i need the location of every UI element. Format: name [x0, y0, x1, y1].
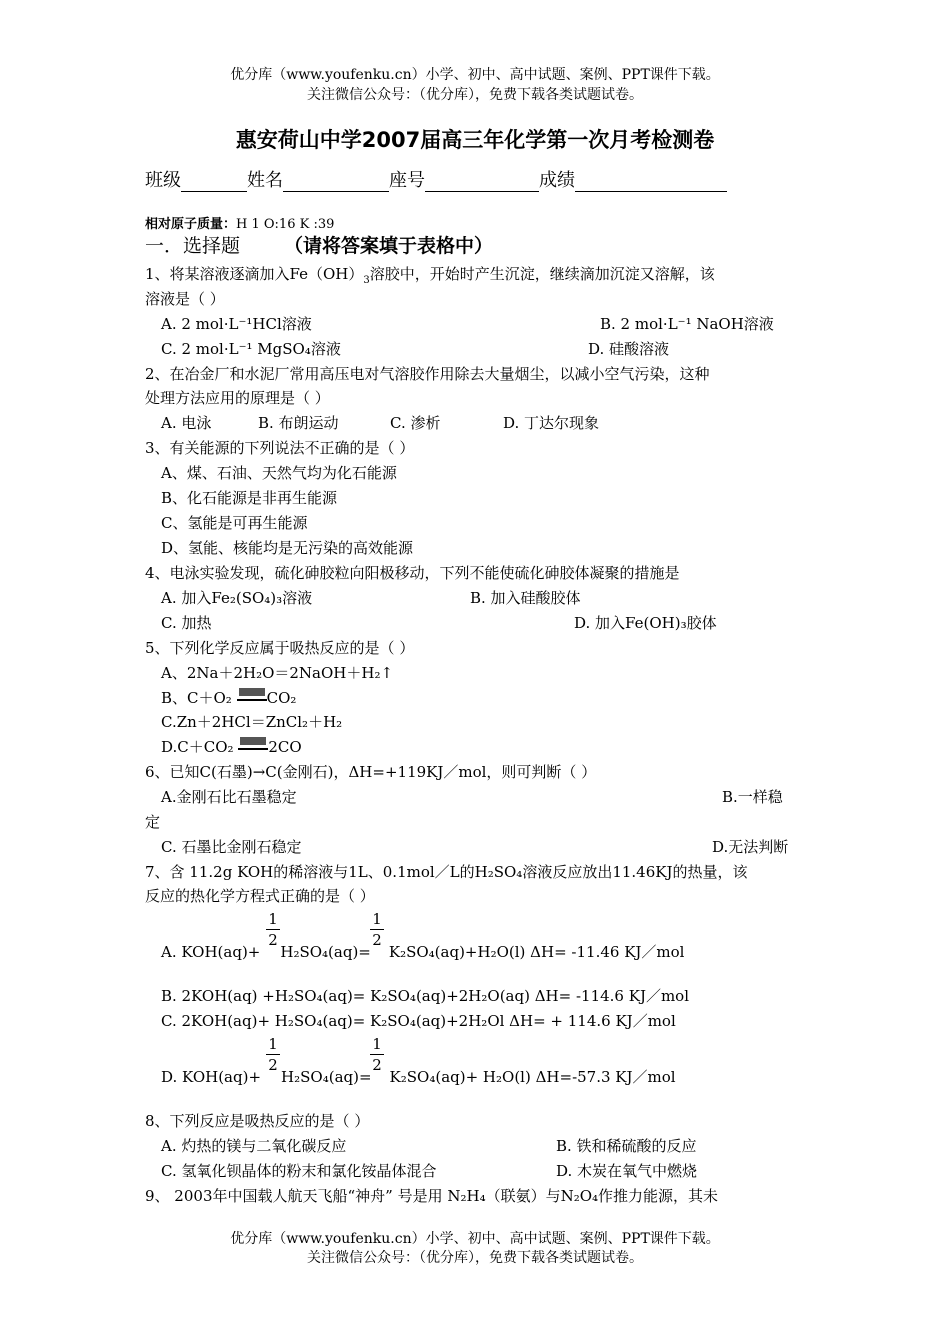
q7-d-mid: H₂SO₄(aq)= [281, 1068, 372, 1086]
q6-option-c: C. 石墨比金刚石稳定 [161, 838, 302, 856]
q2-stem-line-1: 2、在冶金厂和水泥厂常用高压电对气溶胶作用除去大量烟尘，以减小空气污染，这种 [145, 365, 710, 383]
class-blank[interactable] [181, 173, 247, 192]
q7-option-b: B. 2KOH(aq) +H₂SO₄(aq)= K₂SO₄(aq)+2H₂O(aq) ΔH= -114.6 KJ／mol [161, 987, 690, 1005]
name-blank[interactable] [283, 173, 389, 192]
q1-stem-sub: 3 [363, 275, 370, 286]
q7-option-a [161, 941, 684, 963]
q6-option-d: D.无法判断 [712, 838, 789, 856]
student-info-line [145, 170, 727, 192]
q2-option-c: C. 渗析 [390, 414, 441, 432]
q8-option-a: A. 灼热的镁与二氧化碳反应 [161, 1137, 347, 1155]
q1-option-b: B. 2 mol·L⁻¹ NaOH溶液 [600, 315, 774, 333]
q1-option-d: D. 硅酸溶液 [588, 340, 670, 358]
q5-b-left: B、C＋O₂ [161, 689, 232, 707]
class-label: 班级 [145, 170, 181, 191]
q2-stem-line-2: 处理方法应用的原理是（ ） [145, 389, 330, 407]
header-line-2: 关注微信公众号：（优分库），免费下载各类试题试卷。 [307, 87, 643, 103]
q2-option-a: A. 电泳 [161, 414, 212, 432]
footer-line-2: 关注微信公众号：（优分库），免费下载各类试题试卷。 [307, 1250, 643, 1266]
q4-option-b: B. 加入硅酸胶体 [470, 589, 581, 607]
q5-option-d [161, 736, 302, 758]
q7-a-post: K₂SO₄(aq)+H₂O(l) ΔH= -11.46 KJ／mol [388, 943, 685, 961]
fraction-numerator: 1 [268, 910, 278, 928]
q3-option-a: A、煤、石油、天然气均为化石能源 [161, 464, 397, 482]
q4-option-d: D. 加入Fe(OH)₃胶体 [574, 614, 717, 632]
atomic-mass-line [145, 214, 334, 236]
q6-option-a: A.金刚石比石墨稳定 [161, 788, 297, 806]
q3-option-c: C、氢能是可再生能源 [161, 514, 308, 532]
q1-stem-line-1 [145, 263, 715, 292]
q6-option-b: B.一样稳 [722, 788, 783, 806]
q5-option-b [161, 687, 296, 709]
q7-a-mid: H₂SO₄(aq)= [280, 943, 371, 961]
fraction-numerator: 1 [372, 1035, 382, 1053]
fraction-numerator: 1 [372, 910, 382, 928]
fraction-denominator: 2 [268, 1056, 278, 1074]
fraction-numerator: 1 [268, 1035, 278, 1053]
q5-b-right: CO₂ [266, 689, 297, 707]
q4-stem: 4、电泳实验发现，硫化砷胶粒向阳极移动，下列不能使硫化砷胶体凝聚的措施是 [145, 564, 680, 582]
section-label: 一．选择题 [145, 235, 241, 257]
q6-stem: 6、已知C(石墨)→C(金刚石)，ΔH=+119KJ／mol，则可判断（ ） [145, 763, 597, 781]
q7-stem-line-1: 7、含 11.2g KOH的稀溶液与1L、0.1mol／L的H₂SO₄溶液反应放出11.46KJ的热量，该 [145, 863, 748, 881]
q3-stem: 3、有关能源的下列说法不正确的是（ ） [145, 439, 415, 457]
q8-option-d: D. 木炭在氧气中燃烧 [556, 1162, 698, 1180]
score-blank[interactable] [575, 173, 727, 192]
q3-option-d: D、氢能、核能均是无污染的高效能源 [161, 539, 414, 557]
score-label: 成绩 [539, 170, 575, 191]
section-heading [145, 235, 493, 257]
fraction-denominator: 2 [372, 1056, 382, 1074]
seat-label: 座号 [389, 170, 425, 191]
q1-stem-a: 1、将某溶液逐滴加入Fe（OH） [145, 265, 364, 283]
high-temperature-arrow-icon [238, 743, 268, 753]
q5-stem: 5、下列化学反应属于吸热反应的是（ ） [145, 639, 415, 657]
q1-option-a: A. 2 mol·L⁻¹HCl溶液 [161, 315, 312, 333]
header-line-1: 优分库（www.youfenku.cn）小学、初中、高中试题、案例、PPT课件下载。 [230, 67, 720, 83]
page-title: 惠安荷山中学2007届高三年化学第一次月考检测卷 [235, 128, 715, 152]
q5-option-c: C.Zn＋2HCl＝ZnCl₂＋H₂ [161, 713, 343, 731]
name-label: 姓名 [247, 170, 283, 191]
ignition-arrow-icon [237, 694, 267, 704]
q1-stem-b: 溶胶中，开始时产生沉淀，继续滴加沉淀又溶解，该 [369, 265, 715, 283]
q2-option-b: B. 布朗运动 [258, 414, 339, 432]
q1-option-c: C. 2 mol·L⁻¹ MgSO₄溶液 [161, 340, 341, 358]
fraction-denominator: 2 [372, 931, 382, 949]
atomic-mass-label: 相对原子质量： [145, 217, 237, 232]
fraction-denominator: 2 [268, 931, 278, 949]
q8-option-c: C. 氢氧化钡晶体的粉末和氯化铵晶体混合 [161, 1162, 437, 1180]
q8-option-b: B. 铁和稀硫酸的反应 [556, 1137, 697, 1155]
q7-d-post: K₂SO₄(aq)+ H₂O(l) ΔH=-57.3 KJ／mol [389, 1068, 676, 1086]
q7-option-d [161, 1066, 676, 1088]
footer-line-1: 优分库（www.youfenku.cn）小学、初中、高中试题、案例、PPT课件下载。 [230, 1231, 720, 1247]
q5-option-a: A、2Na＋2H₂O＝2NaOH＋H₂↑ [161, 664, 394, 682]
q5-d-left: D.C＋CO₂ [161, 738, 234, 756]
q7-d-pre: D. KOH(aq)+ [161, 1068, 262, 1086]
q6-option-b-wrap: 定 [145, 813, 161, 831]
q7-option-c: C. 2KOH(aq)+ H₂SO₄(aq)= K₂SO₄(aq)+2H₂Ol ΔH= + 114.6 KJ／mol [161, 1012, 676, 1030]
q9-stem: 9、 2003年中国载人航天飞船“神舟” 号是用 N₂H₄（联氨）与N₂O₄作推力能源，其未 [145, 1187, 719, 1205]
q7-stem-line-2: 反应的热化学方程式正确的是（ ） [145, 887, 375, 905]
q7-a-pre: A. KOH(aq)+ [161, 943, 261, 961]
seat-blank[interactable] [425, 173, 539, 192]
atomic-mass-values: H 1 O:16 K :39 [236, 217, 335, 232]
q4-option-c: C. 加热 [161, 614, 212, 632]
q1-stem-line-2: 溶液是（ ） [145, 290, 225, 308]
q5-d-right: 2CO [268, 738, 302, 756]
section-note: （请将答案填于表格中） [284, 235, 494, 257]
q4-option-a: A. 加入Fe₂(SO₄)₃溶液 [161, 589, 313, 607]
q2-option-d: D. 丁达尔现象 [503, 414, 600, 432]
q3-option-b: B、化石能源是非再生能源 [161, 489, 338, 507]
q8-stem: 8、下列反应是吸热反应的是（ ） [145, 1112, 370, 1130]
